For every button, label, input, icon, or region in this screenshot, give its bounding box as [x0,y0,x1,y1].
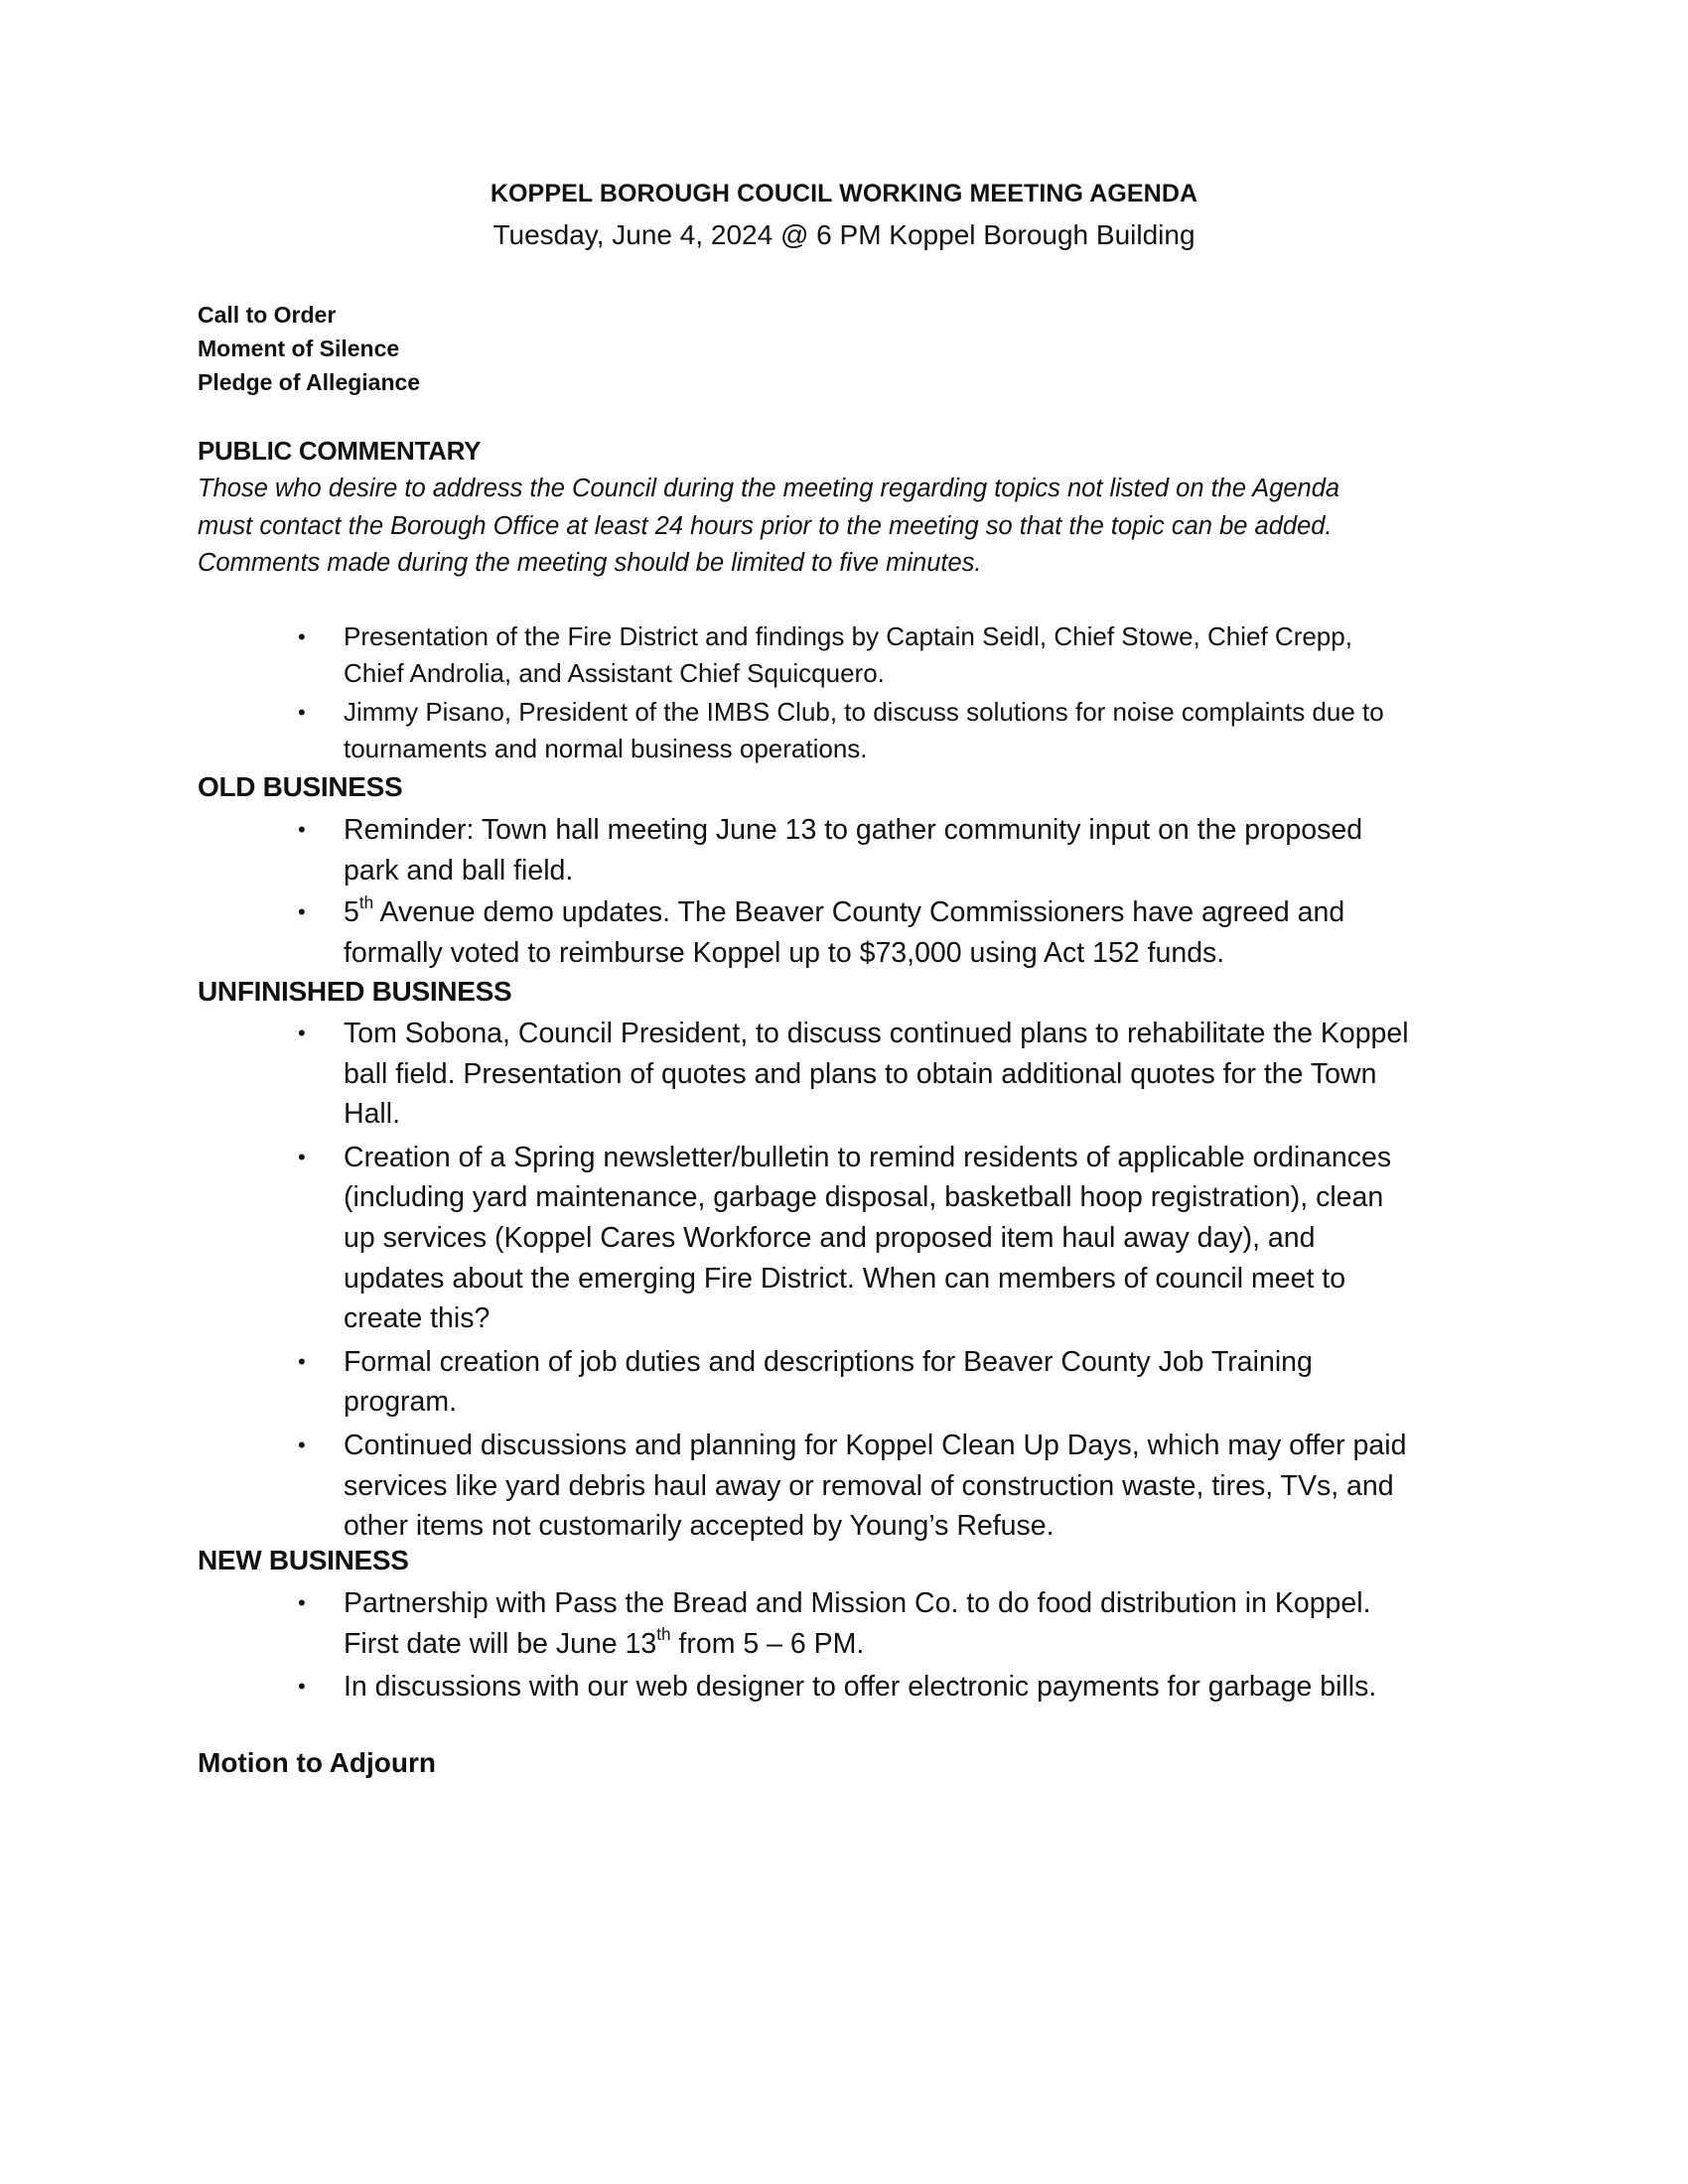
bullet-icon: • [298,899,306,925]
item-line: Partnership with Pass the Bread and Mission Co. to do food distribution in Koppel. [344,1587,1371,1619]
item-line: Presentation of the Fire District and findings by Captain Seidl, Chief Stowe, Chief Crepp, [344,621,1352,651]
item-line: Creation of a Spring newsletter/bulletin to remind residents of applicable ordinances [344,1141,1392,1173]
old-business-list [298,810,1515,973]
old-business-heading: OLD BUSINESS [198,771,403,802]
item-line: Hall. [344,1098,401,1131]
item-line: up services (Koppel Cares Workforce and proposed item haul away day), and [344,1221,1316,1254]
public-commentary-list [298,618,1515,767]
item-line: formally voted to reimburse Koppel up to $73,000 using Act 152 funds. [344,936,1225,969]
list-item [298,1138,1515,1339]
list-item [298,1426,1515,1547]
item-line: program. [344,1386,458,1419]
public-commentary-heading: PUBLIC COMMENTARY [198,436,482,466]
bullet-icon: • [298,1021,306,1045]
opening-item-call-to-order: Call to Order [198,302,337,328]
item-line: park and ball field. [344,854,574,887]
list-item [298,1014,1515,1135]
list-item [298,1667,1515,1707]
list-item [298,618,1515,692]
list-item [298,892,1515,973]
list-item [298,694,1515,767]
item-line: other items not customarily accepted by Young’s Refuse. [344,1510,1055,1543]
item-line: Continued discussions and planning for Koppel Clean Up Days, which may offer paid [344,1429,1407,1461]
ordinal-suffix: th [656,1624,671,1644]
item-line [344,892,1515,933]
unfinished-business-heading: UNFINISHED BUSINESS [198,976,512,1007]
item-line-rest: Avenue demo updates. The Beaver County Commissioners have agreed and [373,896,1345,929]
bullet-icon: • [298,624,306,649]
opening-items [198,298,420,399]
bullet-icon: • [298,1348,306,1374]
item-line: (including yard maintenance, garbage disposal, basketball hoop registration), clean [344,1181,1384,1214]
agenda-title: KOPPEL BOROUGH COUCIL WORKING MEETING AGENDA [490,180,1198,207]
list-item [298,1342,1515,1423]
item-line: create this? [344,1302,491,1335]
note-line: must contact the Borough Office at least 24 hours prior to the meeting so that the topic can be added. [198,511,1333,540]
item-line-start: First date will be June 13 [344,1627,657,1660]
ordinal-number: 5 [344,896,359,929]
list-item [298,1583,1515,1664]
item-line: Formal creation of job duties and descriptions for Beaver County Job Training [344,1345,1313,1378]
item-line: Chief Androlia, and Assistant Chief Squicquero. [344,658,885,688]
opening-item-pledge: Pledge of Allegiance [198,369,421,395]
item-line: updates about the emerging Fire District. When can members of council meet to [344,1262,1346,1295]
item-line: tournaments and normal business operations. [344,734,868,763]
item-line-end: from 5 – 6 PM. [670,1627,865,1660]
list-item [298,810,1515,890]
item-line [344,1624,1515,1665]
bullet-icon: • [298,700,306,725]
item-line: Reminder: Town hall meeting June 13 to gather community input on the proposed [344,814,1363,846]
note-line: Comments made during the meeting should be limited to five minutes. [198,549,982,577]
bullet-icon: • [298,1432,306,1457]
item-line: services like yard debris haul away or removal of construction waste, tires, TVs, and [344,1469,1394,1502]
bullet-icon: • [298,1144,306,1169]
note-line: Those who desire to address the Council during the meeting regarding topics not listed on the Agenda [198,475,1340,502]
unfinished-business-list [298,1014,1515,1547]
opening-item-moment-of-silence: Moment of Silence [198,336,400,361]
ordinal-suffix: th [358,893,374,913]
public-commentary-note [198,471,1508,583]
item-line: In discussions with our web designer to offer electronic payments for garbage bills. [344,1671,1377,1704]
bullet-icon: • [298,1590,306,1615]
new-business-heading: NEW BUSINESS [198,1545,409,1575]
motion-to-adjourn: Motion to Adjourn [198,1747,436,1778]
agenda-subtitle: Tuesday, June 4, 2024 @ 6 PM Koppel Borough Building [492,219,1196,250]
bullet-icon: • [298,1674,306,1700]
item-line: ball field. Presentation of quotes and plans to obtain additional quotes for the Town [344,1057,1377,1090]
new-business-list [298,1583,1515,1707]
item-line: Tom Sobona, Council President, to discuss continued plans to rehabilitate the Koppel [344,1018,1409,1049]
bullet-icon: • [298,817,306,842]
item-line: Jimmy Pisano, President of the IMBS Club, to discuss solutions for noise complaints due to [344,697,1384,727]
